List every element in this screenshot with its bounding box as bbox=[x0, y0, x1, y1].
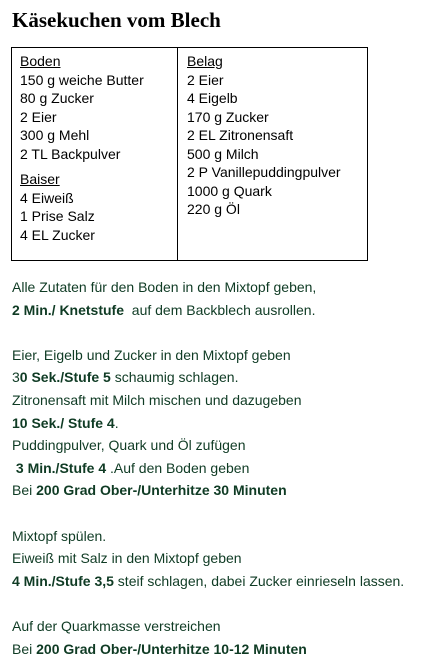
ingredient-item: 4 Eigelb bbox=[187, 89, 367, 108]
ingredient-item: 300 g Mehl bbox=[20, 126, 177, 145]
ingredients-column-right bbox=[178, 48, 368, 261]
instruction-line bbox=[12, 299, 436, 322]
instruction-text: Auf der Quarkmasse verstreichen bbox=[12, 618, 221, 634]
ingredient-item: 1000 g Quark bbox=[187, 182, 367, 201]
instruction-text: Mixtopf spülen. bbox=[12, 528, 106, 544]
instruction-emphasis: 4 Min./Stufe 3,5 bbox=[12, 573, 114, 589]
instruction-line bbox=[12, 276, 436, 299]
instruction-emphasis: 200 Grad Ober-/Unterhitze 10-12 Minuten bbox=[36, 641, 307, 657]
boden-heading: Boden bbox=[20, 52, 177, 71]
instruction-text: Eiweiß mit Salz in den Mixtopf geben bbox=[12, 550, 242, 566]
ingredient-item: 2 EL Zitronensaft bbox=[187, 126, 367, 145]
instruction-text: Puddingpulver, Quark und Öl zufügen bbox=[12, 437, 246, 453]
ingredient-item: 4 Eiweiß bbox=[20, 189, 177, 208]
boden-list bbox=[20, 71, 177, 164]
paragraph-gap bbox=[12, 321, 436, 344]
ingredient-item: 2 TL Backpulver bbox=[20, 145, 177, 164]
instruction-text: Zitronensaft mit Milch mischen und dazugeben bbox=[12, 392, 301, 408]
instruction-emphasis: 0 Sek./Stufe 5 bbox=[20, 369, 111, 385]
instruction-text: auf dem Backblech ausrollen. bbox=[124, 302, 315, 318]
ingredient-item: 170 g Zucker bbox=[187, 108, 367, 127]
instruction-emphasis: 2 Min./ Knetstufe bbox=[12, 302, 124, 318]
ingredient-item: 150 g weiche Butter bbox=[20, 71, 177, 90]
belag-list bbox=[187, 71, 367, 219]
baiser-heading: Baiser bbox=[20, 170, 177, 189]
instruction-line bbox=[12, 366, 436, 389]
instruction-text: 3 bbox=[12, 369, 20, 385]
instruction-line bbox=[12, 479, 436, 502]
instructions bbox=[12, 276, 436, 660]
ingredients-column-left bbox=[12, 48, 178, 261]
instruction-text: schaumig schlagen. bbox=[111, 369, 239, 385]
ingredient-item: 2 Eier bbox=[20, 108, 177, 127]
instruction-line bbox=[12, 344, 436, 367]
instruction-line bbox=[12, 412, 436, 435]
instruction-line bbox=[12, 615, 436, 638]
instruction-line bbox=[12, 570, 436, 593]
ingredients-row bbox=[12, 48, 368, 261]
ingredient-item: 500 g Milch bbox=[187, 145, 367, 164]
instruction-emphasis: 3 Min./Stufe 4 bbox=[12, 460, 106, 476]
recipe-title: Käsekuchen vom Blech bbox=[12, 8, 221, 33]
belag-heading: Belag bbox=[187, 52, 367, 71]
instruction-line bbox=[12, 457, 436, 480]
instruction-text: Bei bbox=[12, 641, 36, 657]
ingredient-item: 220 g Öl bbox=[187, 200, 367, 219]
instruction-text: Bei bbox=[12, 482, 36, 498]
instruction-emphasis: 10 Sek./ Stufe 4 bbox=[12, 415, 115, 431]
instruction-line bbox=[12, 547, 436, 570]
paragraph-gap bbox=[12, 592, 436, 615]
instruction-line bbox=[12, 525, 436, 548]
instruction-text: .Auf den Boden geben bbox=[106, 460, 249, 476]
instruction-text: Alle Zutaten für den Boden in den Mixtopf geben, bbox=[12, 279, 316, 295]
paragraph-gap bbox=[12, 502, 436, 525]
instruction-line bbox=[12, 434, 436, 457]
instruction-text: . bbox=[115, 415, 119, 431]
ingredients-table bbox=[11, 47, 368, 261]
baiser-list bbox=[20, 189, 177, 245]
ingredient-item: 2 P Vanillepuddingpulver bbox=[187, 163, 367, 182]
ingredient-item: 2 Eier bbox=[187, 71, 367, 90]
instruction-line bbox=[12, 389, 436, 412]
ingredient-item: 4 EL Zucker bbox=[20, 226, 177, 245]
instruction-text: steif schlagen, dabei Zucker einrieseln lassen. bbox=[114, 573, 404, 589]
ingredient-item: 1 Prise Salz bbox=[20, 207, 177, 226]
ingredient-item: 80 g Zucker bbox=[20, 89, 177, 108]
section-gap bbox=[20, 163, 177, 170]
instruction-emphasis: 200 Grad Ober-/Unterhitze 30 Minuten bbox=[36, 482, 287, 498]
instruction-text: Eier, Eigelb und Zucker in den Mixtopf geben bbox=[12, 347, 291, 363]
